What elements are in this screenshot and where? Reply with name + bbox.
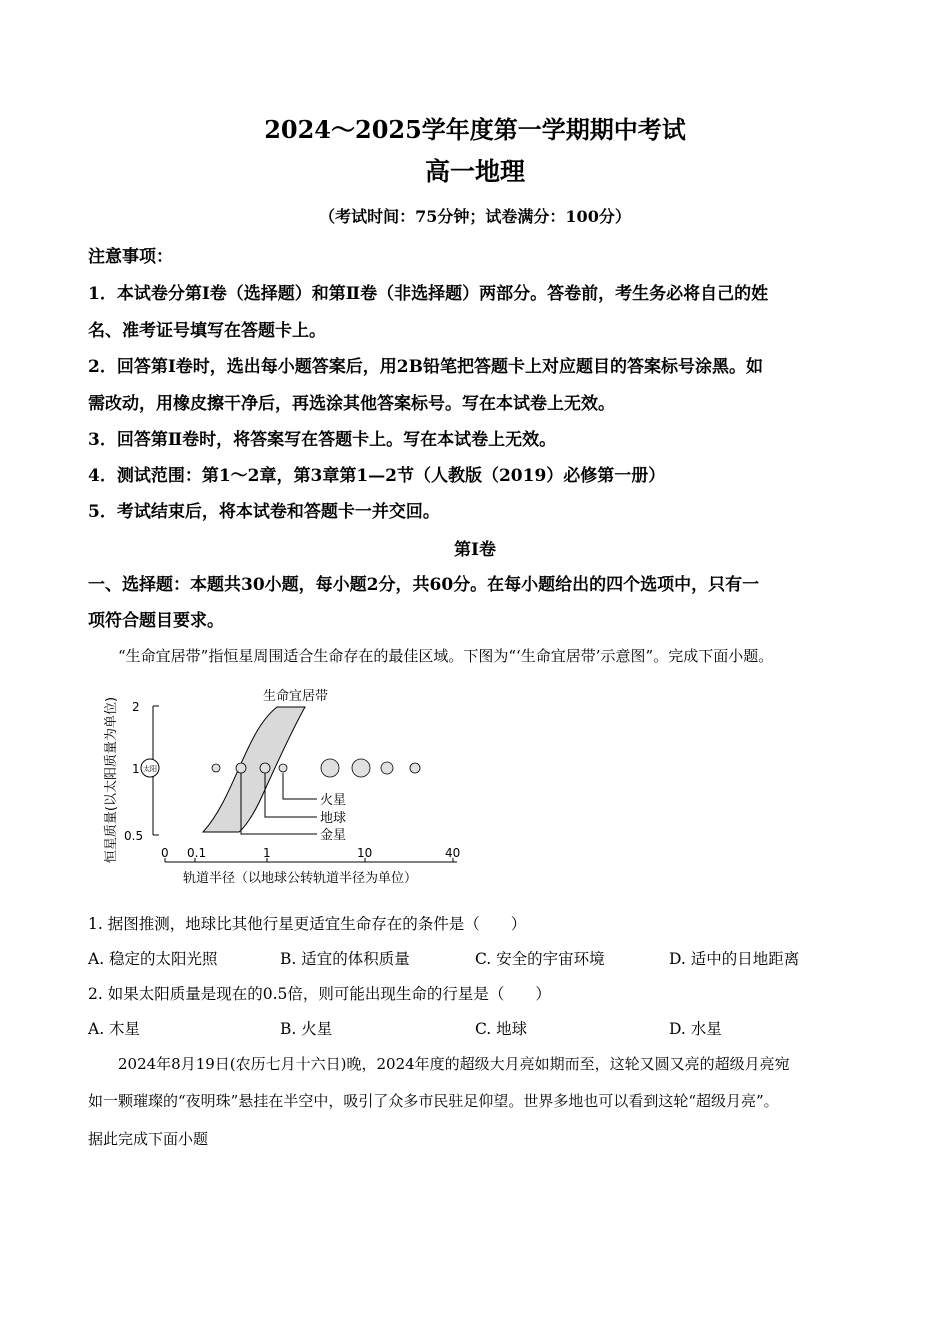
question-2-stem: 2. 如果太阳质量是现在的0.5倍，则可能出现生命的行星是（ ） xyxy=(88,985,551,1003)
question-1-option-b[interactable]: B. 适宜的体积质量 xyxy=(280,950,410,968)
mars-icon xyxy=(279,764,287,772)
section-intro: 项符合题目要求。 xyxy=(88,611,224,631)
x-tick-label: 10 xyxy=(357,846,373,860)
x-tick-label: 40 xyxy=(445,846,461,860)
earth-leader xyxy=(265,773,317,817)
y-tick-label: 2 xyxy=(132,700,140,714)
jupiter-icon xyxy=(321,759,339,777)
passage-2-line: 如一颗璀璨的“夜明珠”悬挂在半空中，吸引了众多市民驻足仰望。世界多地也可以看到这轮“超级月亮”。 xyxy=(88,1092,779,1110)
y-tick-label: 0.5 xyxy=(124,829,144,843)
question-1-option-c[interactable]: C. 安全的宇宙环境 xyxy=(475,950,605,968)
question-2-option-a[interactable]: A. 木星 xyxy=(88,1020,141,1038)
section-intro: 一、选择题：本题共30小题，每小题2分，共60分。在每小题给出的四个选项中，只有一 xyxy=(88,575,760,595)
subject-title: 高一地理 xyxy=(424,157,525,186)
x-tick-label: 1 xyxy=(263,846,271,860)
notice-item: 3．回答第Ⅱ卷时，将答案写在答题卡上。写在本试卷上无效。 xyxy=(88,430,557,450)
x-tick-label: 0.1 xyxy=(187,846,207,860)
notice-item: 1．本试卷分第Ⅰ卷（选择题）和第Ⅱ卷（非选择题）两部分。答卷前，考生务必将自己的姓 xyxy=(88,284,769,304)
x-axis-title: 轨道半径（以地球公转轨道半径为单位） xyxy=(183,871,418,886)
notice-item: 5．考试结束后，将本试卷和答题卡一并交回。 xyxy=(88,502,440,522)
question-1-option-a[interactable]: A. 稳定的太阳光照 xyxy=(88,950,218,968)
uranus-icon xyxy=(381,762,393,774)
mars-leader xyxy=(283,773,317,799)
venus-icon xyxy=(236,763,246,773)
section-title: 第Ⅰ卷 xyxy=(454,540,496,560)
neptune-icon xyxy=(410,763,420,773)
question-2-option-b[interactable]: B. 火星 xyxy=(280,1020,333,1038)
sun-label: 太阳 xyxy=(143,765,157,773)
notice-item: 名、准考证号填写在答题卡上。 xyxy=(88,321,326,341)
passage-1: “生命宜居带”指恒星周围适合生命存在的最佳区域。下图为“‘生命宜居带’示意图”。完成下面小题。 xyxy=(118,647,774,665)
exam-title: 2024～2025学年度第一学期期中考试 xyxy=(264,115,686,144)
mercury-icon xyxy=(212,764,220,772)
notice-item: 需改动，用橡皮擦干净后，再选涂其他答案标号。写在本试卷上无效。 xyxy=(88,394,615,414)
x-tick-label: 0 xyxy=(161,846,169,860)
question-2-option-d[interactable]: D. 水星 xyxy=(669,1020,722,1038)
venus-label: 金星 xyxy=(320,828,347,843)
notice-heading: 注意事项： xyxy=(88,247,173,267)
mars-label: 火星 xyxy=(320,793,347,808)
earth-label: 地球 xyxy=(320,811,347,826)
passage-2-line: 2024年8月19日(农历七月十六日)晚，2024年度的超级大月亮如期而至，这轮又圆又亮的超级月亮宛 xyxy=(118,1055,790,1073)
question-1-stem: 1. 据图推测，地球比其他行星更适宜生命存在的条件是（ ） xyxy=(88,915,527,933)
passage-2-line: 据此完成下面小题 xyxy=(88,1130,209,1148)
y-axis-title: 恒星质量(以太阳质量为单位) xyxy=(104,696,119,864)
habitable-zone-label: 生命宜居带 xyxy=(263,689,329,704)
earth-icon xyxy=(260,763,270,773)
notice-item: 2．回答第Ⅰ卷时，选出每小题答案后，用2B铅笔把答题卡上对应题目的答案标号涂黑。如 xyxy=(88,357,763,377)
exam-info: （考试时间：75分钟；试卷满分：100分） xyxy=(319,207,631,226)
saturn-icon xyxy=(352,759,370,777)
question-2-option-c[interactable]: C. 地球 xyxy=(475,1020,528,1038)
y-tick-label: 1 xyxy=(132,762,140,776)
notice-item: 4．测试范围：第1～2章，第3章第1—2节（人教版（2019）必修第一册） xyxy=(88,466,666,486)
question-1-option-d[interactable]: D. 适中的日地距离 xyxy=(669,950,800,968)
habitable-zone-figure xyxy=(95,672,470,894)
